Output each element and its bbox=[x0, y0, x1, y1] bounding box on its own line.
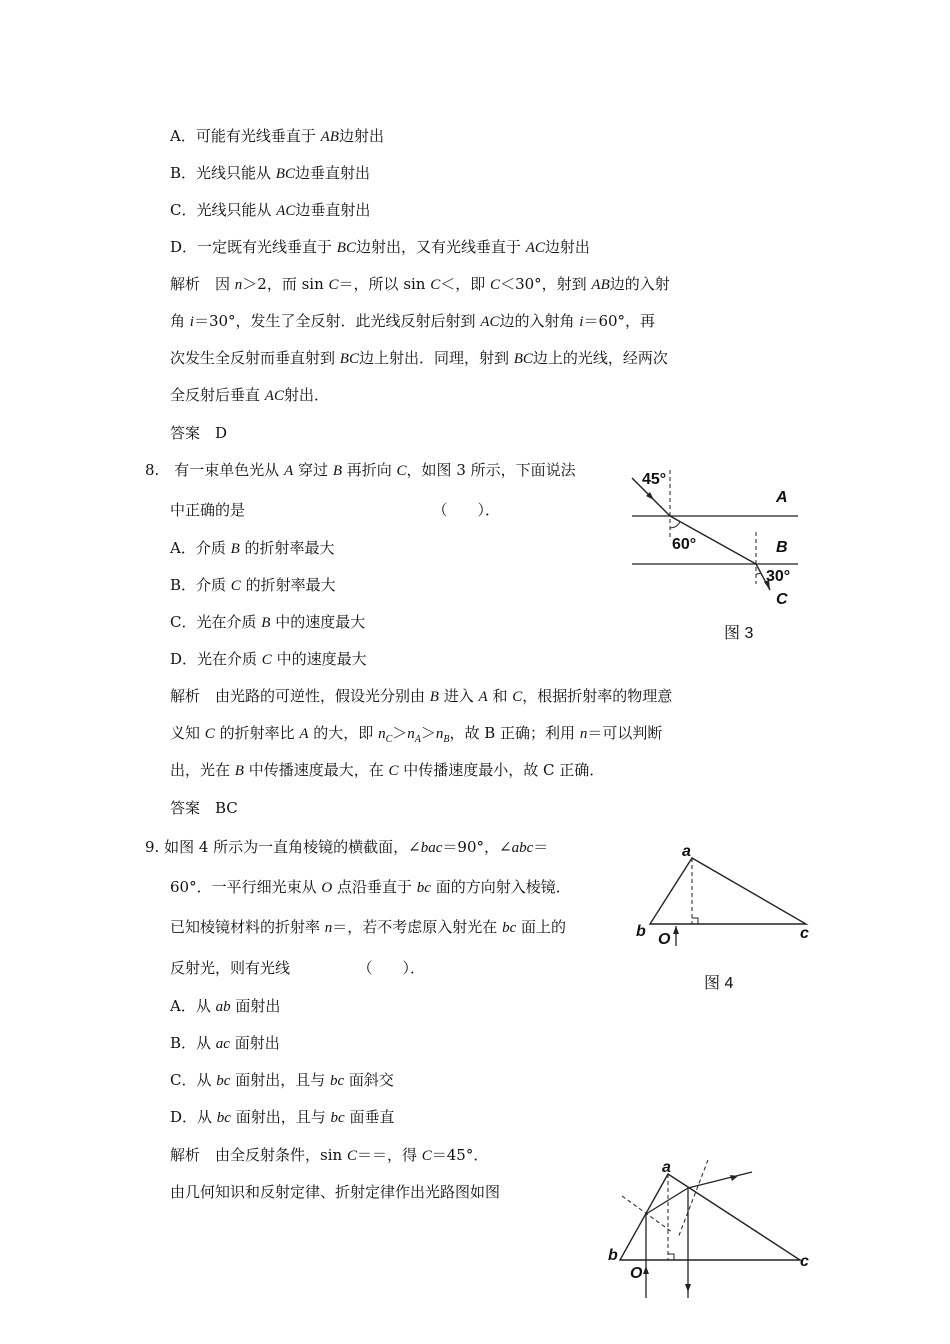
label-o: O bbox=[630, 1265, 643, 1282]
prism-triangle bbox=[650, 858, 806, 924]
angle-arc-30 bbox=[756, 573, 761, 574]
prism-triangle bbox=[620, 1174, 800, 1260]
right-angle-mark bbox=[668, 1254, 674, 1260]
q8-option-b: B．介质 C 的折射率最大 bbox=[170, 576, 336, 594]
q8-option-c: C．光在介质 B 中的速度最大 bbox=[170, 613, 366, 631]
q8-answer: 答案 BC bbox=[170, 799, 238, 817]
label-medium-b: B bbox=[776, 539, 788, 556]
q9-option-a: A．从 ab 面射出 bbox=[170, 997, 281, 1015]
entry-ray-arrow bbox=[643, 1266, 649, 1274]
label-30deg: 30° bbox=[766, 568, 791, 585]
emergent-ray bbox=[688, 1172, 752, 1188]
normal-dashed-1 bbox=[622, 1196, 672, 1232]
q7-analysis-line-2: 角 i＝30°，发生了全反射．此光线反射后射到 AC边的入射角 i＝60°，再 bbox=[170, 312, 656, 330]
q7-option-c: C．光线只能从 AC边垂直射出 bbox=[170, 201, 371, 219]
figure-4-caption: 图 4 bbox=[704, 975, 734, 992]
q8-analysis-line-1: 解析 由光路的可逆性，假设光分别由 B 进入 A 和 C，根据折射率的物理意 bbox=[170, 687, 673, 705]
exit-ray-arrow bbox=[685, 1284, 691, 1292]
normal-dashed-2 bbox=[678, 1160, 708, 1238]
label-b: b bbox=[636, 923, 646, 940]
q9-option-d: D．从 bc 面射出，且与 bc 面垂直 bbox=[170, 1108, 395, 1126]
q7-analysis-line-3: 次发生全反射而垂直射到 BC边上射出．同理，射到 BC边上的光线，经两次 bbox=[170, 349, 668, 367]
label-a: a bbox=[662, 1159, 671, 1176]
q8-analysis-line-3: 出，光在 B 中传播速度最大，在 C 中传播速度最小，故 C 正确． bbox=[170, 761, 605, 779]
q9-stem-line-1: 9. 如图 4 所示为一直角棱镜的横截面，∠bac＝90°，∠abc＝ bbox=[145, 838, 549, 856]
label-medium-c: C bbox=[776, 591, 788, 608]
q9-stem-line-3: 已知棱镜材料的折射率 n＝，若不考虑原入射光在 bc 面上的 bbox=[170, 918, 567, 936]
q8-option-d: D．光在介质 C 中的速度最大 bbox=[170, 650, 367, 668]
angle-arc-60 bbox=[670, 522, 680, 528]
q7-analysis-line-1: 解析 因 n＞2，而 sin C＝，所以 sin C＜，即 C＜30°，射到 AB边的入射 bbox=[170, 275, 670, 293]
q9-stem-line-4: 反射光，则有光线 （ ）． bbox=[170, 959, 426, 977]
q9-stem-line-2: 60°．一平行细光束从 O 点沿垂直于 bc 面的方向射入棱镜． bbox=[170, 878, 571, 896]
q8-stem-line-1: 8. 有一束单色光从 A 穿过 B 再折向 C，如图 3 所示，下面说法 bbox=[145, 461, 576, 479]
q7-option-d: D．一定既有光线垂直于 BC边射出，又有光线垂直于 AC边射出 bbox=[170, 238, 590, 256]
q7-option-a: A．可能有光线垂直于 AB边射出 bbox=[170, 127, 384, 145]
q9-option-b: B．从 ac 面射出 bbox=[170, 1034, 280, 1052]
figure-3-refraction-diagram bbox=[620, 460, 810, 610]
figure-5-light-path-diagram bbox=[600, 1152, 820, 1302]
label-medium-a: A bbox=[776, 489, 788, 506]
q8-analysis-line-2: 义知 C 的折射率比 A 的大，即 $n_C>n_A>n_B$，故 B 正确；利用 n＝可以判断 bbox=[170, 724, 663, 745]
label-60deg: 60° bbox=[672, 536, 697, 553]
q7-option-b: B．光线只能从 BC边垂直射出 bbox=[170, 164, 370, 182]
right-angle-mark bbox=[692, 918, 698, 924]
q8-option-a: A．介质 B 的折射率最大 bbox=[170, 539, 335, 557]
q9-analysis-line-2: 由几何知识和反射定律、折射定律作出光路图如图 bbox=[170, 1183, 501, 1201]
q8-stem-line-2: 中正确的是 （ ）． bbox=[170, 501, 501, 519]
q7-answer: 答案 D bbox=[170, 424, 228, 442]
emergent-ray-arrow bbox=[730, 1175, 738, 1181]
label-o: O bbox=[658, 931, 671, 948]
figure-3-caption: 图 3 bbox=[724, 625, 754, 642]
q9-analysis-line-1: 解析 由全反射条件，sin C＝＝，得 C＝45°． bbox=[170, 1146, 489, 1164]
q7-analysis-line-4: 全反射后垂直 AC射出． bbox=[170, 386, 329, 404]
label-c: c bbox=[800, 925, 809, 942]
label-a: a bbox=[682, 843, 691, 860]
q9-option-c: C．从 bc 面射出，且与 bc 面斜交 bbox=[170, 1071, 394, 1089]
label-c: c bbox=[800, 1253, 809, 1270]
label-45deg: 45° bbox=[642, 471, 667, 488]
figure-4-prism-diagram bbox=[630, 842, 820, 952]
label-b: b bbox=[608, 1247, 618, 1264]
incident-ray-arrow bbox=[673, 926, 679, 934]
